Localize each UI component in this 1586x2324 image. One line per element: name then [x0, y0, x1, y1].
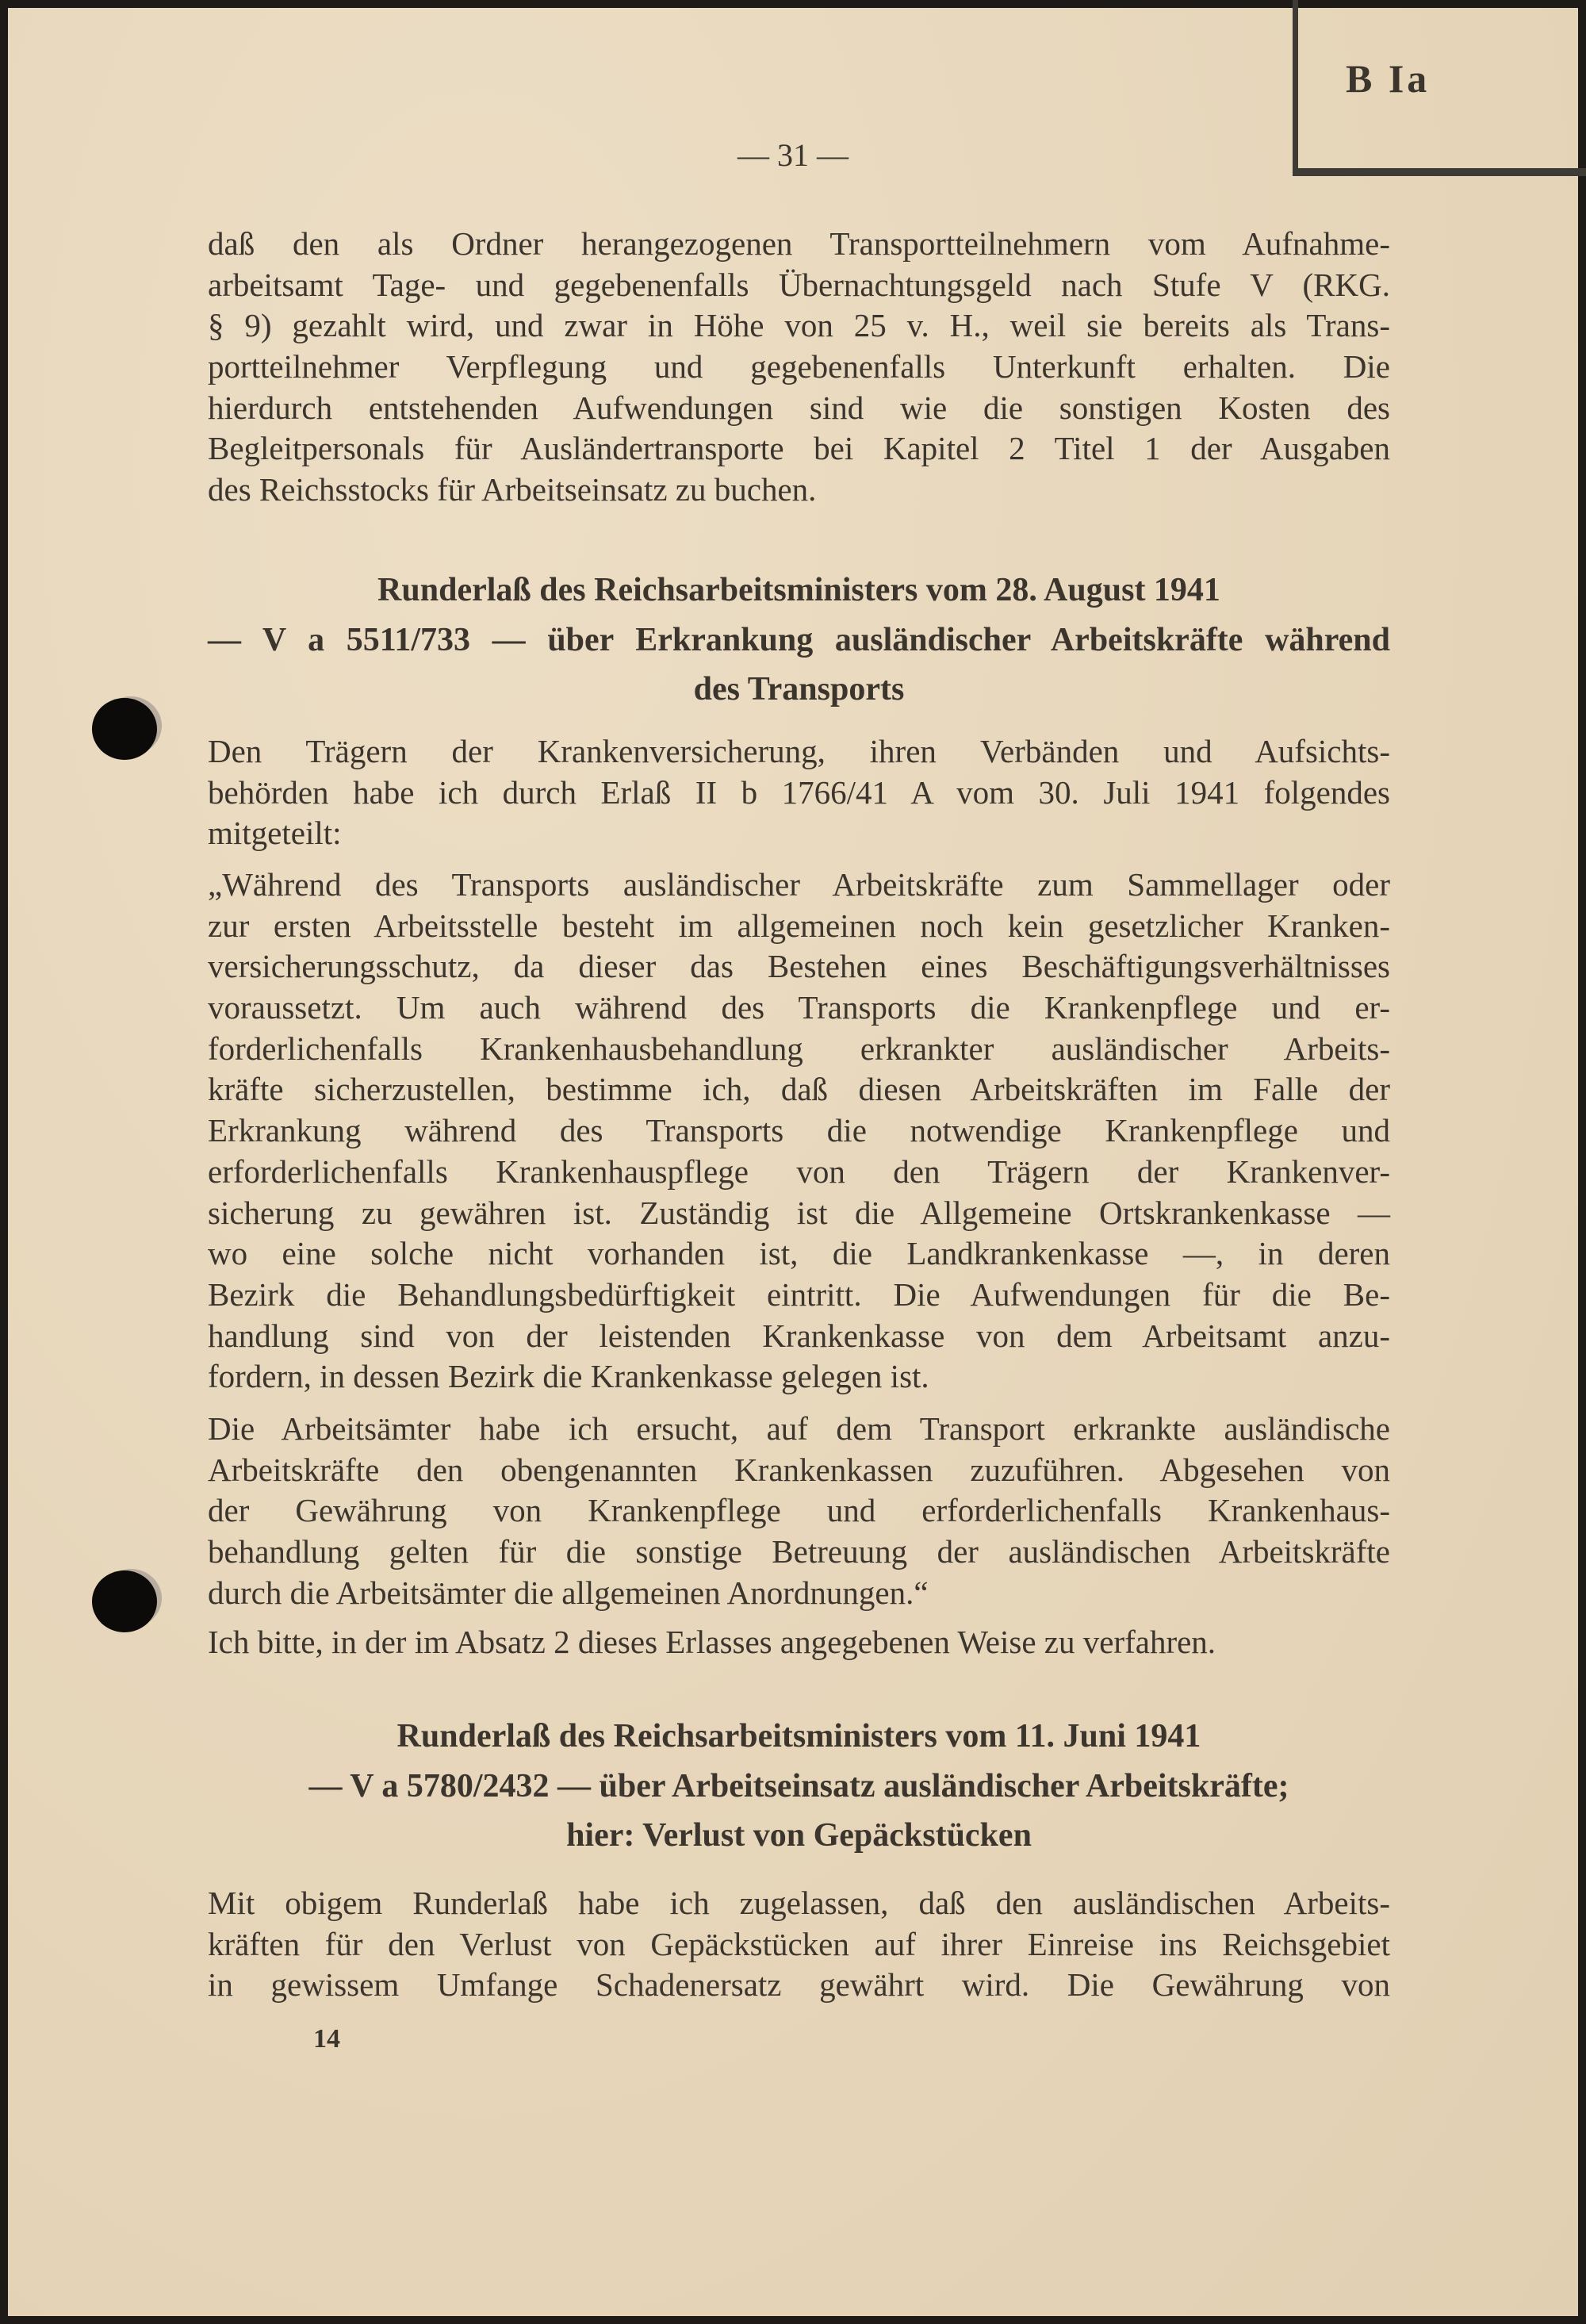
text-line: sicherung zu gewähren ist. Zuständig ist die Allgemeine Ortskrankenkasse —	[208, 1194, 1390, 1231]
text-line: hier: Verlust von Gepäckstücken	[566, 1817, 1032, 1854]
text-line: des Reichsstocks für Arbeitseinsatz zu buchen.	[208, 471, 817, 508]
punch-hole-bottom	[92, 1570, 157, 1632]
text-line: erforderlichenfalls Krankenhauspflege von den Trägern der Krankenver-	[208, 1152, 1390, 1190]
heading-2	[208, 1712, 1390, 1861]
text-line: arbeitsamt Tage- und gegebenenfalls Übernachtungsgeld nach Stufe V (RKG.	[208, 266, 1390, 303]
text-line: wo eine solche nicht vorhanden ist, die Landkrankenkasse —, in deren	[208, 1235, 1390, 1272]
section-tab-label: B Ia	[1346, 56, 1431, 101]
text-line: behörden habe ich durch Erlaß II b 1766/41 A vom 30. Juli 1941 folgendes	[208, 773, 1390, 811]
paragraph-2	[208, 731, 1390, 854]
text-line: daß den als Ordner herangezogenen Transportteilnehmern vom Aufnahme-	[208, 225, 1390, 262]
text-line: handlung sind von der leistenden Krankenkasse von dem Arbeitsamt anzu-	[208, 1317, 1390, 1354]
text-line: Begleitpersonals für Ausländertransporte bei Kapitel 2 Titel 1 der Ausgaben	[208, 430, 1390, 467]
text-line: kräften für den Verlust von Gepäckstücken auf ihrer Einreise ins Reichsgebiet	[208, 1925, 1390, 1962]
text-line: — V a 5780/2432 — über Arbeitseinsatz ausländischer Arbeitskräfte;	[308, 1767, 1289, 1804]
text-line: in gewissem Umfange Schadenersatz gewährt wird. Die Gewährung von	[208, 1966, 1390, 2004]
text-line: „Während des Transports ausländischer Arbeitskräfte zum Sammellager oder	[208, 866, 1390, 903]
text-line: forderlichenfalls Krankenhausbehandlung erkrankter ausländischer Arbeits-	[208, 1030, 1390, 1067]
paragraph-4	[208, 1883, 1390, 2006]
text-line: fordern, in dessen Bezirk die Krankenkasse gelegen ist.	[208, 1358, 929, 1395]
text-line: behandlung gelten für die sonstige Betreuung der ausländischen Arbeitskräfte	[208, 1533, 1390, 1570]
text-line: Mit obigem Runderlaß habe ich zugelassen, daß den ausländischen Arbeits-	[208, 1885, 1390, 1921]
text-line: des Transports	[693, 671, 905, 708]
text-line: der Gewährung von Krankenpflege und erforderlichenfalls Krankenhaus-	[208, 1492, 1390, 1529]
quote-paragraph-2	[208, 1409, 1390, 1613]
text-line: Ich bitte, in der im Absatz 2 dieses Erlasses angegebenen Weise zu verfahren.	[208, 1624, 1216, 1660]
text-line: mitgeteilt:	[208, 815, 342, 852]
text-line: Arbeitskräfte den obengenannten Krankenkassen zuzuführen. Abgesehen von	[208, 1451, 1390, 1488]
text-line: durch die Arbeitsämter die allgemeinen Anordnungen.“	[208, 1574, 929, 1611]
text-line: Runderlaß des Reichsarbeitsministers vom 28. August 1941	[377, 572, 1220, 608]
text-line: — V a 5511/733 — über Erkrankung ausländischer Arbeitskräfte während	[208, 621, 1390, 658]
text-line: voraussetzt. Um auch während des Transports die Krankenpflege und er-	[208, 989, 1390, 1026]
heading-1	[208, 566, 1390, 715]
paragraph-3	[208, 1622, 1390, 1663]
signature-mark: 14	[313, 2024, 340, 2054]
text-line: hierdurch entstehenden Aufwendungen sind wie die sonstigen Kosten des	[208, 389, 1390, 426]
text-line: portteilnehmer Verpflegung und gegebenenfalls Unterkunft erhalten. Die	[208, 348, 1390, 385]
text-line: kräfte sicherzustellen, bestimme ich, daß diesen Arbeitskräften im Falle der	[208, 1071, 1390, 1108]
text-line: Bezirk die Behandlungsbedürftigkeit eintritt. Die Aufwendungen für die Be-	[208, 1275, 1390, 1313]
text-line: Den Trägern der Krankenversicherung, ihren Verbänden und Aufsichts-	[208, 733, 1390, 769]
quote-paragraph-1	[208, 865, 1390, 1398]
punch-hole-top	[92, 698, 157, 760]
text-line: Die Arbeitsämter habe ich ersucht, auf dem Transport erkrankte ausländische	[208, 1410, 1390, 1447]
text-line: Runderlaß des Reichsarbeitsministers vom 11. Juni 1941	[396, 1718, 1201, 1755]
paragraph-1	[208, 224, 1390, 511]
text-line: Erkrankung während des Transports die notwendige Krankenpflege und	[208, 1112, 1390, 1149]
text-line: zur ersten Arbeitsstelle besteht im allgemeinen noch kein gesetzlicher Kranken-	[208, 907, 1390, 944]
text-line: versicherungsschutz, da dieser das Bestehen eines Beschäftigungsverhältnisses	[208, 948, 1390, 985]
page-number: — 31 —	[737, 137, 849, 173]
text-line: § 9) gezahlt wird, und zwar in Höhe von 25 v. H., weil sie bereits als Trans-	[208, 307, 1390, 344]
